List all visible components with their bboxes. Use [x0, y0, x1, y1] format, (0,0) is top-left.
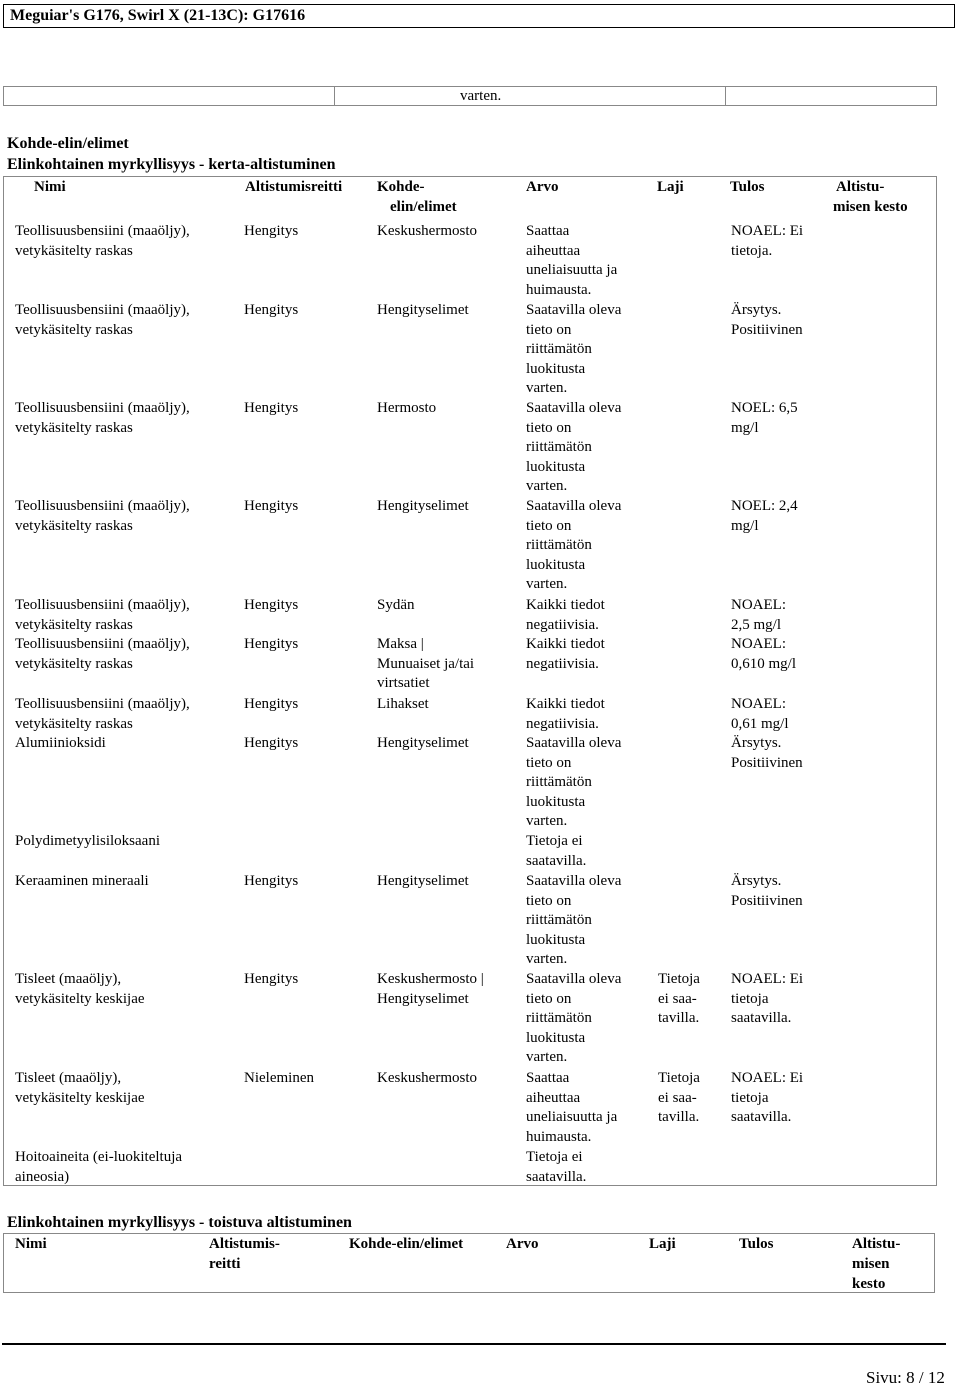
cell-tulos: 0,61 mg/l [731, 715, 789, 732]
cell-nimi: Tisleet (maaöljy), [15, 971, 122, 987]
cell-arvo: riittämätön [526, 439, 592, 456]
cell-arvo: Saatavilla oleva [526, 302, 622, 318]
cell-arvo: Kaikki tiedot [526, 636, 605, 652]
cell-tulos: tietoja [731, 990, 769, 1007]
cell-arvo: Saatavilla oleva [526, 971, 622, 987]
col-header-laji: Laji [649, 1236, 676, 1252]
col-header-kesto-line3: kesto [852, 1276, 886, 1292]
cell-laji: ei saa- [658, 990, 697, 1007]
col-header-laji: Laji [657, 179, 684, 195]
cell [4, 87, 335, 105]
cell-altistumisreitti: Hengitys [244, 696, 299, 712]
cell-nimi: Teollisuusbensiini (maaöljy), [15, 498, 190, 514]
cell-altistumisreitti: Hengitys [244, 498, 299, 514]
cell-nimi: vetykäsitelty raskas [15, 419, 133, 436]
cell-arvo: Kaikki tiedot [526, 696, 605, 712]
cell-arvo: varten. [526, 478, 568, 495]
col-header-kohde-line1: Kohde- [377, 179, 425, 195]
cell-altistumisreitti: Hengitys [244, 735, 299, 751]
cell-arvo: negatiivisia. [526, 616, 599, 633]
cell-arvo: Tietoja ei [526, 833, 583, 849]
cell-tulos: 2,5 mg/l [731, 616, 782, 633]
cell-nimi: vetykäsitelty keskijae [15, 990, 145, 1007]
cell-kohde: Hengityselimet [377, 498, 469, 514]
cell-nimi: vetykäsitelty raskas [15, 616, 133, 633]
cell-nimi: Alumiinioksidi [15, 735, 106, 751]
cell-laji: Tietoja [658, 971, 700, 987]
cell-arvo: luokitusta [526, 793, 586, 810]
cell-arvo: varten. [526, 1049, 568, 1066]
cell-tulos: Ärsytys. [731, 873, 782, 889]
cell-arvo: saatavilla. [526, 1168, 587, 1185]
cell-kohde: Hengityselimet [377, 873, 469, 889]
col-header-kesto-line1: Altistu- [852, 1236, 901, 1252]
cell-kohde: Hermosto [377, 400, 437, 416]
col-header-nimi: Nimi [15, 1236, 47, 1252]
cell-arvo: varten. [526, 813, 568, 830]
cell-tulos: Ärsytys. [731, 735, 782, 751]
cell-arvo: Saatavilla oleva [526, 498, 622, 514]
cell-arvo: riittämätön [526, 1010, 592, 1027]
cell-arvo: Saattaa [526, 223, 570, 239]
cell-arvo: Saatavilla oleva [526, 400, 622, 416]
cell-tulos: 0,610 mg/l [731, 655, 797, 672]
cell-kohde: virtsatiet [377, 675, 430, 692]
cell-tulos: Positiivinen [731, 321, 803, 338]
repeated-exposure-table [3, 1233, 935, 1293]
cell-altistumisreitti: Hengitys [244, 400, 299, 416]
continued-text: varten. [460, 88, 502, 104]
cell-arvo: Kaikki tiedot [526, 597, 605, 613]
cell-tulos: NOAEL: [731, 696, 786, 712]
cell-nimi: vetykäsitelty raskas [15, 242, 133, 259]
cell-arvo: riittämätön [526, 341, 592, 358]
cell-arvo: Saatavilla oleva [526, 735, 622, 751]
cell-tulos: NOAEL: Ei [731, 1070, 804, 1086]
cell-laji: tavilla. [658, 1109, 700, 1126]
cell-arvo: varten. [526, 576, 568, 593]
col-header-reitti-line2: reitti [209, 1256, 241, 1272]
cell-tulos: Positiivinen [731, 892, 803, 909]
cell-arvo: saatavilla. [526, 852, 587, 869]
col-header-kohde: Kohde-elin/elimet [349, 1236, 464, 1252]
cell-arvo: aiheuttaa [526, 1089, 581, 1106]
cell-tulos: saatavilla. [731, 1010, 792, 1027]
cell-kohde: Hengityselimet [377, 990, 469, 1007]
section-subtitle: Elinkohtainen myrkyllisyys - kerta-altistuminen [7, 156, 336, 173]
cell-arvo: Saattaa [526, 1070, 570, 1086]
page-number: Sivu: 8 / 12 [866, 1368, 945, 1387]
cell-arvo: negatiivisia. [526, 715, 599, 732]
cell-arvo: luokitusta [526, 556, 586, 573]
cell-arvo: Tietoja ei [526, 1149, 583, 1165]
cell-arvo: tieto on [526, 419, 572, 436]
cell-arvo: aiheuttaa [526, 242, 581, 259]
col-header-arvo: Arvo [526, 179, 559, 195]
cell-kohde: Maksa | [377, 636, 424, 652]
cell-arvo: riittämätön [526, 537, 592, 554]
cell-kohde: Hengityselimet [377, 302, 469, 318]
cell-arvo: riittämätön [526, 912, 592, 929]
cell-arvo: huimausta. [526, 281, 592, 298]
cell-nimi: Teollisuusbensiini (maaöljy), [15, 400, 190, 416]
cell-tulos: saatavilla. [731, 1109, 792, 1126]
cell-tulos: NOEL: 2,4 [731, 498, 798, 514]
document-header [3, 4, 955, 28]
cell-arvo: varten. [526, 951, 568, 968]
col-header-kesto-line2: misen [852, 1256, 890, 1272]
cell-tulos: NOAEL: Ei [731, 971, 804, 987]
section-title: Kohde-elin/elimet [7, 135, 129, 152]
continued-table-row [3, 86, 937, 106]
cell-altistumisreitti: Hengitys [244, 597, 299, 613]
cell-kohde: Keskushermosto [377, 223, 477, 239]
cell-kohde: Keskushermosto [377, 1070, 477, 1086]
cell-kohde: Lihakset [377, 696, 429, 712]
cell-arvo: riittämätön [526, 774, 592, 791]
cell-arvo: tieto on [526, 892, 572, 909]
col-header-kohde-line2: elin/elimet [390, 199, 457, 215]
cell [335, 87, 726, 105]
cell-arvo: luokitusta [526, 360, 586, 377]
cell-tulos: Positiivinen [731, 754, 803, 771]
cell-tulos: NOEL: 6,5 [731, 400, 798, 416]
cell-nimi: Teollisuusbensiini (maaöljy), [15, 696, 190, 712]
cell-tulos: NOAEL: Ei [731, 223, 804, 239]
cell-altistumisreitti: Hengitys [244, 873, 299, 889]
cell-nimi: Teollisuusbensiini (maaöljy), [15, 597, 190, 613]
cell-arvo: tieto on [526, 517, 572, 534]
cell-arvo: luokitusta [526, 931, 586, 948]
cell-altistumisreitti: Hengitys [244, 971, 299, 987]
cell-tulos: mg/l [731, 419, 759, 436]
cell-nimi: vetykäsitelty keskijae [15, 1089, 145, 1106]
cell-nimi: aineosia) [15, 1168, 70, 1185]
cell-altistumisreitti: Hengitys [244, 302, 299, 318]
cell-tulos: Ärsytys. [731, 302, 782, 318]
cell-nimi: Keraaminen mineraali [15, 873, 149, 889]
cell-arvo: luokitusta [526, 1029, 586, 1046]
cell-nimi: Teollisuusbensiini (maaöljy), [15, 636, 190, 652]
cell-nimi: vetykäsitelty raskas [15, 715, 133, 732]
cell-arvo: luokitusta [526, 458, 586, 475]
document-title: Meguiar's G176, Swirl X (21-13C): G17616 [10, 7, 306, 24]
footer-divider [2, 1343, 946, 1345]
cell-laji: tavilla. [658, 1010, 700, 1027]
cell-arvo: uneliaisuutta ja [526, 262, 618, 279]
cell-tulos: tietoja. [731, 242, 773, 259]
cell-arvo: uneliaisuutta ja [526, 1109, 618, 1126]
col-header-reitti-line1: Altistumis- [209, 1236, 280, 1252]
cell-kohde: Munuaiset ja/tai [377, 655, 475, 672]
cell-arvo: Saatavilla oleva [526, 873, 622, 889]
cell-altistumisreitti: Nieleminen [244, 1070, 314, 1086]
cell-arvo: tieto on [526, 754, 572, 771]
cell-tulos: tietoja [731, 1089, 769, 1106]
cell-nimi: Teollisuusbensiini (maaöljy), [15, 302, 190, 318]
cell-nimi: Polydimetyylisiloksaani [15, 833, 160, 849]
cell-kohde: Keskushermosto | [377, 971, 484, 987]
single-exposure-table [3, 176, 937, 1186]
col-header-altistumisreitti: Altistumisreitti [245, 179, 343, 195]
cell-arvo: tieto on [526, 990, 572, 1007]
cell-nimi: Teollisuusbensiini (maaöljy), [15, 223, 190, 239]
col-header-kesto-line2: misen kesto [833, 199, 908, 215]
cell-arvo: tieto on [526, 321, 572, 338]
col-header-kesto-line1: Altistu- [836, 179, 885, 195]
col-header-arvo: Arvo [506, 1236, 539, 1252]
col-header-nimi: Nimi [34, 179, 66, 195]
cell-arvo: huimausta. [526, 1128, 592, 1145]
cell-nimi: Tisleet (maaöljy), [15, 1070, 122, 1086]
cell-laji: Tietoja [658, 1070, 700, 1086]
col-header-tulos: Tulos [739, 1236, 774, 1252]
cell-altistumisreitti: Hengitys [244, 636, 299, 652]
cell-laji: ei saa- [658, 1089, 697, 1106]
cell-arvo: varten. [526, 380, 568, 397]
cell-arvo: negatiivisia. [526, 655, 599, 672]
cell-tulos: mg/l [731, 517, 759, 534]
cell-kohde: Hengityselimet [377, 735, 469, 751]
cell-nimi: Hoitoaineita (ei-luokiteltuja [15, 1149, 183, 1165]
cell-altistumisreitti: Hengitys [244, 223, 299, 239]
section-subtitle-repeated: Elinkohtainen myrkyllisyys - toistuva altistuminen [7, 1214, 352, 1231]
cell-tulos: NOAEL: [731, 597, 786, 613]
cell-nimi: vetykäsitelty raskas [15, 321, 133, 338]
cell-kohde: Sydän [377, 597, 415, 613]
cell-nimi: vetykäsitelty raskas [15, 655, 133, 672]
cell-nimi: vetykäsitelty raskas [15, 517, 133, 534]
cell-tulos: NOAEL: [731, 636, 786, 652]
col-header-tulos: Tulos [730, 179, 765, 195]
